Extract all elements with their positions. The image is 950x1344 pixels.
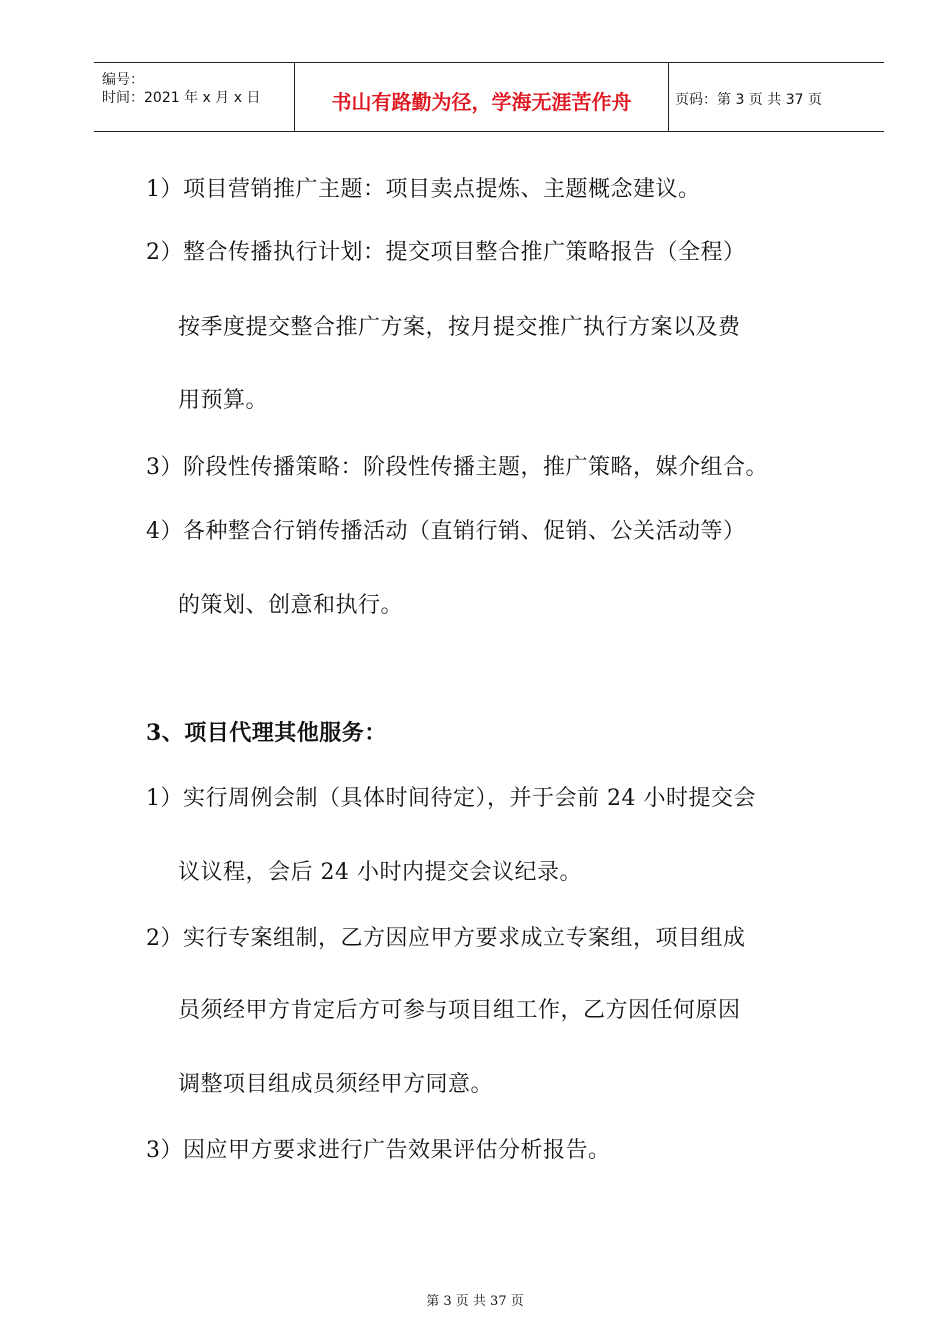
list-item-4-line-2: 的策划、创意和执行。 xyxy=(178,593,404,618)
list-item-2-line-2: 按季度提交整合推广方案，按月提交推广执行方案以及费 xyxy=(178,315,741,340)
header-page-cell xyxy=(667,63,884,131)
time-label: 时间：2021 年 x 月 x 日 xyxy=(102,90,261,106)
section-3-item-3: 3）因应甲方要求进行广告效果评估分析报告。 xyxy=(146,1138,611,1163)
list-item-1: 1）项目营销推广主题：项目卖点提炼、主题概念建议。 xyxy=(146,177,701,202)
header-left-cell xyxy=(94,63,294,131)
section-3-item-1-line-1: 1）实行周例会制（具体时间待定），并于会前 24 小时提交会 xyxy=(146,786,756,811)
section-3-item-2-line-1: 2）实行专案组制，乙方因应甲方要求成立专案组，项目组成 xyxy=(146,926,746,951)
header-motto: 书山有路勤为径，学海无涯苦作舟 xyxy=(331,90,632,114)
header-motto-cell xyxy=(294,63,669,131)
section-3-item-1-line-2: 议议程，会后 24 小时内提交会议纪录。 xyxy=(178,860,582,885)
section-3-item-2-line-2: 员须经甲方肯定后方可参与项目组工作，乙方因任何原因 xyxy=(178,998,741,1023)
header-page-info: 页码：第 3 页 共 37 页 xyxy=(675,92,822,108)
section-3-heading: 3、项目代理其他服务： xyxy=(146,720,387,746)
list-item-2-line-3: 用预算。 xyxy=(178,388,269,413)
page-footer: 第 3 页 共 37 页 xyxy=(426,1294,524,1309)
list-item-2-line-1: 2）整合传播执行计划：提交项目整合推广策略报告（全程） xyxy=(146,240,746,265)
list-item-4-line-1: 4）各种整合行销传播活动（直销行销、促销、公关活动等） xyxy=(146,519,746,544)
doc-number-label: 编号： xyxy=(102,72,144,88)
page-header xyxy=(94,62,884,132)
list-item-3: 3）阶段性传播策略：阶段性传播主题，推广策略，媒介组合。 xyxy=(146,455,768,480)
section-3-item-2-line-3: 调整项目组成员须经甲方同意。 xyxy=(178,1072,494,1097)
